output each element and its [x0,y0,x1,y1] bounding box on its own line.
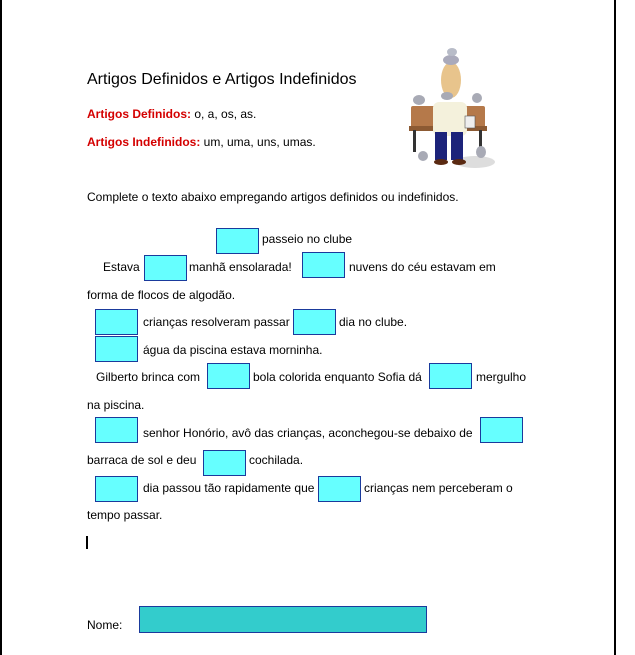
blank-9[interactable] [95,417,138,443]
blank-11[interactable] [203,450,246,476]
text-segment: crianças nem perceberam o [364,481,513,495]
text-segment: manhã ensolarada! [189,260,292,274]
indefinidos-line [87,135,316,149]
page-border-left [0,0,2,655]
text-segment: Gilberto brinca com [96,370,201,384]
definidos-line [87,107,256,121]
blank-7[interactable] [207,363,250,389]
blank-4[interactable] [95,309,138,335]
text-segment: bola colorida enquanto Sofia dá [253,370,422,384]
blank-12[interactable] [95,476,138,502]
text-segment: dia passou tão rapidamente que [143,481,315,495]
indefinidos-label: Artigos Indefinidos: [87,135,201,149]
text-segment: crianças resolveram passar [143,315,290,329]
text-segment: Estava [103,260,140,274]
text-segment: nuvens do céu estavam em [349,260,496,274]
definidos-value: o, a, os, as. [194,107,257,121]
blank-13[interactable] [318,476,361,502]
text-segment: barraca de sol e deu [87,453,197,467]
page-border-right [614,0,616,655]
text-segment: água da piscina estava morninha. [143,343,323,357]
text-segment: cochilada. [249,453,304,467]
name-input[interactable] [139,606,427,633]
text-segment: senhor Honório, avô das crianças, aconchegou-se debaixo de [143,426,473,440]
indefinidos-value: um, uma, uns, umas. [203,135,316,149]
blank-5[interactable] [293,309,336,335]
text-cursor [86,536,88,549]
text-segment: mergulho [476,370,527,384]
blank-6[interactable] [95,336,138,362]
text-segment: dia no clube. [339,315,408,329]
text-segment: passeio no clube [262,232,353,246]
blank-3[interactable] [302,252,345,278]
page-title: Artigos Definidos e Artigos Indefinidos [87,71,357,88]
definidos-label: Artigos Definidos: [87,107,191,121]
old-man-bench-illustration [405,44,497,172]
name-label: Nome: [87,618,123,632]
blank-1[interactable] [216,228,259,254]
instruction-text: Complete o texto abaixo empregando artigos definidos ou indefinidos. [87,190,459,204]
text-segment: tempo passar. [87,508,163,522]
blank-10[interactable] [480,417,523,443]
text-segment: forma de flocos de algodão. [87,288,236,302]
blank-2[interactable] [144,255,187,281]
blank-8[interactable] [429,363,472,389]
text-segment: na piscina. [87,398,145,412]
